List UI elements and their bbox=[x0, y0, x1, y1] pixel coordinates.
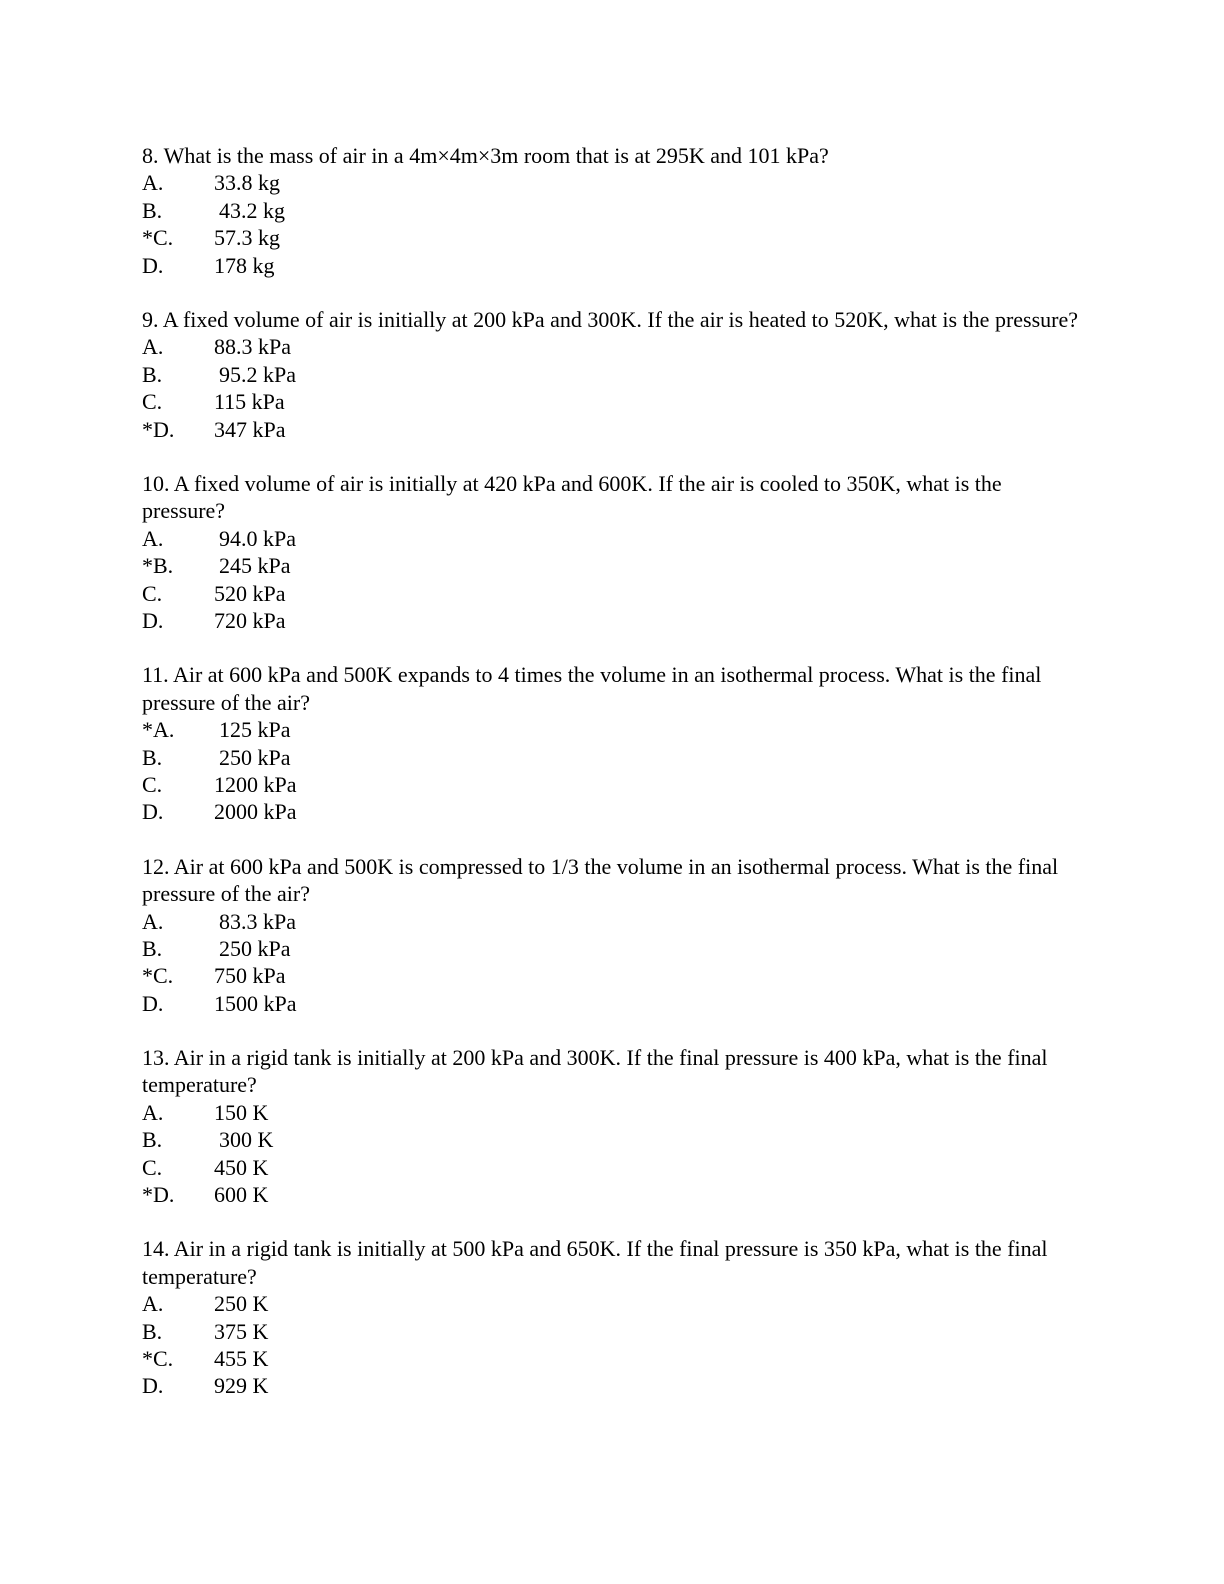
option-value: 520 kPa bbox=[214, 580, 286, 606]
question-stem: 10. A fixed volume of air is initially at 420 kPa and 600K. If the air is cooled to 350K, what is the pressure? bbox=[142, 470, 1002, 524]
question-12 bbox=[142, 853, 1082, 1017]
option-value: 43.2 kg bbox=[219, 197, 285, 223]
option-letter: B. bbox=[142, 935, 163, 961]
option-letter: A. bbox=[142, 334, 164, 360]
option-d bbox=[142, 416, 1082, 443]
option-value: 1500 kPa bbox=[214, 990, 297, 1016]
option-value: 600 K bbox=[214, 1182, 269, 1208]
question-stem: 11. Air at 600 kPa and 500K expands to 4 times the volume in an isothermal process. What is the final pressure of the air? bbox=[142, 662, 1042, 715]
option-letter: D. bbox=[142, 990, 164, 1016]
option-value: 178 kg bbox=[214, 252, 275, 278]
question-13 bbox=[142, 1044, 1082, 1208]
option-c bbox=[142, 224, 1082, 251]
question-stem: 13. Air in a rigid tank is initially at 200 kPa and 300K. If the final pressure is 400 kPa, what is the final temperature? bbox=[142, 1045, 1048, 1098]
option-letter: B. bbox=[142, 744, 163, 770]
question-stem: 12. Air at 600 kPa and 500K is compressed to 1/3 the volume in an isothermal process. What is the final pressure of the air? bbox=[142, 853, 1059, 907]
option-d bbox=[142, 798, 1082, 825]
option-c bbox=[142, 1345, 1082, 1372]
option-value: 150 K bbox=[214, 1099, 269, 1125]
question-stem: 8. What is the mass of air in a 4m×4m×3m room that is at 295K and 101 kPa? bbox=[142, 143, 829, 168]
option-letter: *A. bbox=[142, 717, 175, 743]
option-c bbox=[142, 1154, 1082, 1181]
option-value: 720 kPa bbox=[214, 607, 286, 633]
option-c bbox=[142, 771, 1082, 798]
option-b bbox=[142, 197, 1082, 224]
option-value: 250 kPa bbox=[219, 744, 291, 770]
option-value: 94.0 kPa bbox=[219, 525, 296, 551]
option-b bbox=[142, 935, 1082, 962]
option-letter: C. bbox=[142, 1154, 163, 1180]
option-b bbox=[142, 1126, 1082, 1153]
option-letter: A. bbox=[142, 908, 164, 934]
option-value: 450 K bbox=[214, 1154, 269, 1180]
question-14 bbox=[142, 1235, 1082, 1399]
option-letter: *C. bbox=[142, 963, 174, 989]
option-a bbox=[142, 908, 1082, 935]
option-d bbox=[142, 252, 1082, 279]
question-9 bbox=[142, 306, 1082, 443]
option-letter: B. bbox=[142, 197, 163, 223]
option-d bbox=[142, 1181, 1082, 1208]
option-a bbox=[142, 1099, 1082, 1126]
option-a bbox=[142, 1290, 1082, 1317]
option-value: 33.8 kg bbox=[214, 170, 280, 196]
option-letter: C. bbox=[142, 389, 163, 415]
option-c bbox=[142, 388, 1082, 415]
option-c bbox=[142, 962, 1082, 989]
option-value: 455 K bbox=[214, 1346, 269, 1372]
option-b bbox=[142, 1318, 1082, 1345]
option-a bbox=[142, 525, 1082, 552]
option-value: 250 K bbox=[214, 1291, 269, 1317]
option-letter: D. bbox=[142, 252, 164, 278]
option-letter: A. bbox=[142, 525, 164, 551]
option-value: 929 K bbox=[214, 1373, 269, 1399]
option-value: 375 K bbox=[214, 1318, 269, 1344]
option-value: 250 kPa bbox=[219, 935, 291, 961]
option-c bbox=[142, 580, 1082, 607]
question-page bbox=[142, 142, 1082, 1427]
option-value: 750 kPa bbox=[214, 963, 286, 989]
option-letter: A. bbox=[142, 1099, 164, 1125]
option-value: 115 kPa bbox=[214, 389, 285, 415]
option-value: 347 kPa bbox=[214, 416, 286, 442]
option-a bbox=[142, 169, 1082, 196]
option-letter: B. bbox=[142, 1318, 163, 1344]
option-value: 1200 kPa bbox=[214, 771, 297, 797]
option-d bbox=[142, 1372, 1082, 1399]
option-letter: *D. bbox=[142, 416, 175, 442]
option-b bbox=[142, 552, 1082, 579]
option-letter: D. bbox=[142, 799, 164, 825]
option-value: 245 kPa bbox=[219, 553, 291, 579]
option-a bbox=[142, 333, 1082, 360]
question-stem: 14. Air in a rigid tank is initially at 500 kPa and 650K. If the final pressure is 350 kPa, what is the final temperature? bbox=[142, 1236, 1048, 1289]
option-b bbox=[142, 361, 1082, 388]
option-letter: B. bbox=[142, 361, 163, 387]
question-11 bbox=[142, 661, 1082, 825]
question-stem: 9. A fixed volume of air is initially at 200 kPa and 300K. If the air is heated to 520K, what is the pressure? bbox=[142, 306, 1079, 332]
option-value: 57.3 kg bbox=[214, 225, 280, 251]
option-value: 2000 kPa bbox=[214, 799, 297, 825]
option-letter: *D. bbox=[142, 1182, 175, 1208]
option-b bbox=[142, 744, 1082, 771]
option-value: 125 kPa bbox=[219, 717, 291, 743]
option-letter: *C. bbox=[142, 225, 174, 251]
option-d bbox=[142, 990, 1082, 1017]
option-letter: C. bbox=[142, 771, 163, 797]
option-d bbox=[142, 607, 1082, 634]
option-letter: B. bbox=[142, 1127, 163, 1153]
option-value: 300 K bbox=[219, 1127, 274, 1153]
option-value: 83.3 kPa bbox=[219, 908, 296, 934]
option-letter: A. bbox=[142, 1291, 164, 1317]
question-10 bbox=[142, 470, 1082, 634]
option-letter: *B. bbox=[142, 553, 174, 579]
option-letter: A. bbox=[142, 170, 164, 196]
option-letter: D. bbox=[142, 607, 164, 633]
option-letter: D. bbox=[142, 1373, 164, 1399]
option-value: 95.2 kPa bbox=[219, 361, 296, 387]
option-value: 88.3 kPa bbox=[214, 334, 291, 360]
option-letter: C. bbox=[142, 580, 163, 606]
option-a bbox=[142, 716, 1082, 743]
option-letter: *C. bbox=[142, 1346, 174, 1372]
question-8 bbox=[142, 142, 1082, 279]
